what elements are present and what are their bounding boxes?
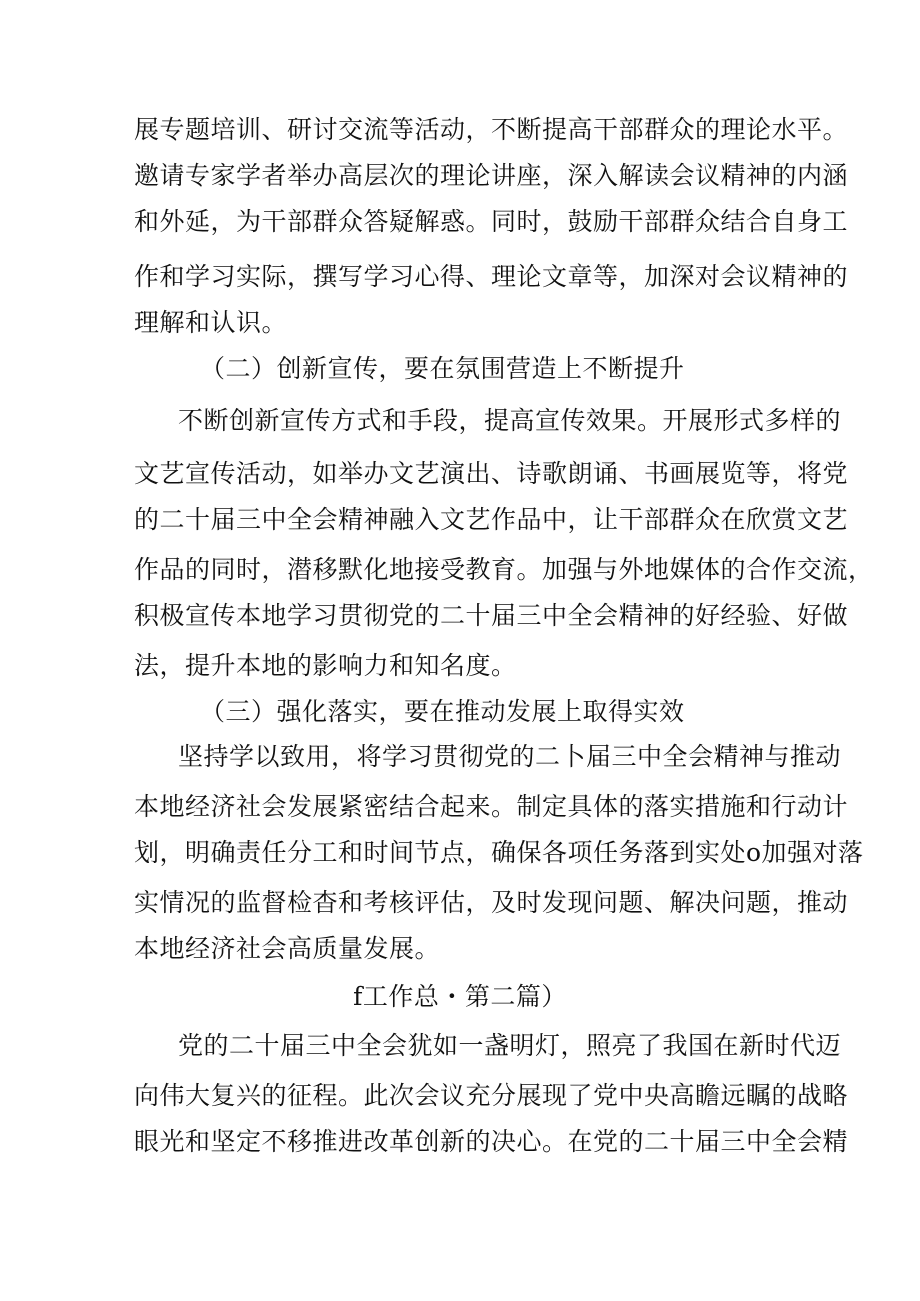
text-line: 的二十届三中全会精神融入文艺作品中，让干部群众在欣赏文艺	[134, 505, 849, 534]
text-line: 划，明确责任分工和时间节点，确保各项任务落到实处o加强对落	[134, 838, 864, 867]
text-line: 本地经济社会发展紧密结合起来。制定具体的落实措施和行动计	[134, 792, 849, 821]
text-line: 展专题培训、研讨交流等活动，不断提高干部群众的理论水平。	[134, 115, 849, 144]
section-title: f工作总・第二篇）	[353, 982, 567, 1011]
text-line: 不断创新宣传方式和手段，提高宣传效果。开展形式多样的	[178, 406, 842, 435]
text-line: 邀请专家学者举办高层次的理论讲座，深入解读会议精神的内涵	[134, 161, 849, 190]
text-line: 眼光和坚定不移推进改革创新的决心。在党的二十届三中全会精	[134, 1127, 849, 1156]
text-line: 文艺宣传活动，如举办文艺演出、诗歌朗诵、书画展览等，将党	[134, 459, 849, 488]
text-line: 法，提升本地的影响力和知名度。	[134, 651, 517, 680]
text-line: 作品的同时，潜移默化地接受教育。加强与外地媒体的合作交流，	[134, 555, 874, 584]
text-line: 和外延，为干部群众答疑解惑。同时，鼓励干部群众结合自身工	[134, 207, 849, 236]
text-line: 党的二十届三中全会犹如一盏明灯，照亮了我国在新时代迈	[178, 1031, 842, 1060]
text-line: 实情况的监督检杳和考核评估，及时发现问题、解决问题，推动	[134, 888, 849, 917]
text-line: 坚持学以致用，将学习贯彻党的二卜届三中全会精神与推动	[178, 742, 842, 771]
section-heading: （三）强化落实，要在推动发展上取得实效	[200, 697, 685, 726]
text-line: 本地经济社会高质量发展。	[134, 934, 441, 963]
text-line: 向伟大复兴的征程。此次会议充分展现了党中央高瞻远瞩的战略	[134, 1081, 849, 1110]
text-line: 积极宣传本地学习贯彻党的二十届三中全会精神的好经验、好做	[134, 601, 849, 630]
text-line: 理解和认识。	[134, 308, 288, 337]
section-heading: （二）创新宣传，要在氛围营造上不断提升	[200, 354, 685, 383]
text-line: 作和学习实际，撰写学习心得、理论文章等，加深对会议精神的	[134, 262, 849, 291]
